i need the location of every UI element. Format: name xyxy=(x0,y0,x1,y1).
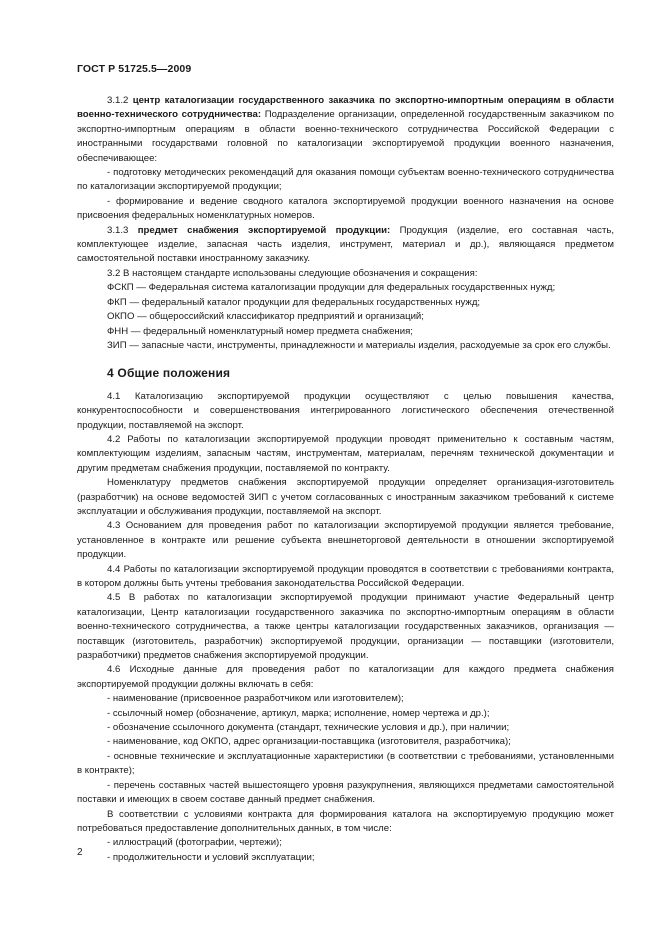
list-item: - основные технические и эксплуатационные характеристики (в соответствии с требованиями, установленными в контракте); xyxy=(77,750,614,777)
abbreviation-item: ФКП — федеральный каталог продукции для федеральных государственных нужд; xyxy=(107,296,481,308)
paragraph-4-5: 4.5 В работах по каталогизации экспортируемой продукции принимают участие Федеральный центр каталогизации, Центр каталогизации государственного заказчика по экспортно-импортным операциям в области военно-технического сотрудничества, а также центры каталогизации государственных заказчиков, организация — поставщик (изготовитель, разработчик) экспортируемой продукции, организации — поставщики (изготовители, разработчики) предметов снабжения экспортируемой продукции. xyxy=(77,592,614,662)
section-heading: 4 Общие положения xyxy=(107,366,231,381)
list-item: - подготовку методических рекомендаций для оказания помощи субъектам военно-технического сотрудничества по каталогизации экспортируемой продукции; xyxy=(77,167,614,193)
term-text: Подразделение организации, определенной государственным заказчиком по экспортно-импортным операциям в области военно-технического сотрудничества Российской Федерации с иностранными государствами головной по каталогизации экспортируемой продукции военного назначения, обеспечивающее: xyxy=(77,109,614,164)
clause-number: 3.1.3 xyxy=(107,224,129,236)
list-item: - обозначение ссылочного документа (стандарт, технические условия и др.), при наличии; xyxy=(107,722,510,734)
abbreviation-item: ОКПО — общероссийский классификатор предприятий и организаций; xyxy=(107,311,424,323)
abbreviation-item: ФСКП — Федеральная система каталогизации продукции для федеральных государственных нужд; xyxy=(107,282,556,294)
paragraph-4-3: 4.3 Основанием для проведения работ по каталогизации экспортируемой продукции является требование, установленное в контракте или решение субъекта внешнеторговой деятельности в отношении экспортируемой продукции. xyxy=(77,520,614,561)
list-item: - перечень составных частей вышестоящего уровня разукрупнения, являющихся предметами самостоятельной поставки и имеющих в своем составе данный предмет снабжения. xyxy=(77,779,614,806)
paragraph-3-1-2 xyxy=(77,94,614,166)
list-item: - ссылочный номер (обозначение, артикул, марка; исполнение, номер чертежа и др.); xyxy=(107,707,490,719)
clause-number: 3.1.2 xyxy=(107,95,129,106)
paragraph-4-1: 4.1 Каталогизацию экспортируемой продукции осуществляют с целью повышения качества, конкурентоспособности и совершенствования интегрированного логистического обеспечения отечественной продукции, поставляемой на экспорт. xyxy=(77,390,614,431)
paragraph-4-6: 4.6 Исходные данные для проведения работ по каталогизации для каждого предмета снабжения экспортируемой продукции должны включать в себя: xyxy=(77,664,614,690)
paragraph-3-1-3 xyxy=(77,224,614,267)
paragraph-4-2-continued: Номенклатуру предметов снабжения экспортируемой продукции определяет организация-изготовитель (разработчик) на основе ведомостей ЗИП с учетом согласованных с иностранным заказчиком требований к системе эксплуатации и обслуживания продукции, поставляемой на экспорт. xyxy=(77,477,614,517)
paragraph-4-6-continued: В соответствии с условиями контракта для формирования каталога на экспортируемую продукцию может потребоваться предоставление дополнительных данных, в том числе: xyxy=(77,808,614,834)
list-item: - наименование, код ОКПО, адрес организации-поставщика (изготовителя, разработчика); xyxy=(107,736,511,748)
list-item: - иллюстраций (фотографии, чертежи); xyxy=(107,837,282,849)
document-header: ГОСТ Р 51725.5—2009 xyxy=(77,63,192,75)
paragraph-4-2: 4.2 Работы по каталогизации экспортируемой продукции проводят применительно к составным частям, комплектующим изделиям, запасным частям, инструментам, материалам, перечням технической документации и другим предметам снабжения продукции, поставляемой по контракту. xyxy=(77,433,614,474)
paragraph-3-2: 3.2 В настоящем стандарте использованы следующие обозначения и сокращения: xyxy=(107,267,478,279)
abbreviation-item: ФНН — федеральный номенклатурный номер предмета снабжения; xyxy=(107,325,413,337)
term-text: Продукция (изделие, его составная часть, комплектующее изделие, запасная часть изделия, инструмент, материал и др.), являющаяся предметом самостоятельной поставки иностранному заказчику. xyxy=(77,224,614,265)
term-definition: центр каталогизации государственного заказчика по экспортно-импортным операциям в области военно-технического сотрудничества: xyxy=(77,95,614,121)
list-item: - формирование и ведение сводного каталога экспортируемой продукции военного назначения на основе присвоения федеральных номенклатурных номеров. xyxy=(77,195,614,222)
term-definition: предмет снабжения экспортируемой продукции: xyxy=(137,224,391,236)
list-item: - наименование (присвоенное разработчиком или изготовителем); xyxy=(107,693,404,705)
abbreviation-item: ЗИП — запасные части, инструменты, принадлежности и материалы изделия, расходуемые за срок его службы. xyxy=(107,339,611,351)
paragraph-4-4: 4.4 Работы по каталогизации экспортируемой продукции проводятся в соответствии с требованиями контракта, в котором должны быть учтены требования законодательства Российской Федерации. xyxy=(77,563,614,589)
document-body xyxy=(77,94,614,865)
page-number: 2 xyxy=(77,847,83,858)
list-item: - продолжительности и условий эксплуатации; xyxy=(107,851,315,863)
